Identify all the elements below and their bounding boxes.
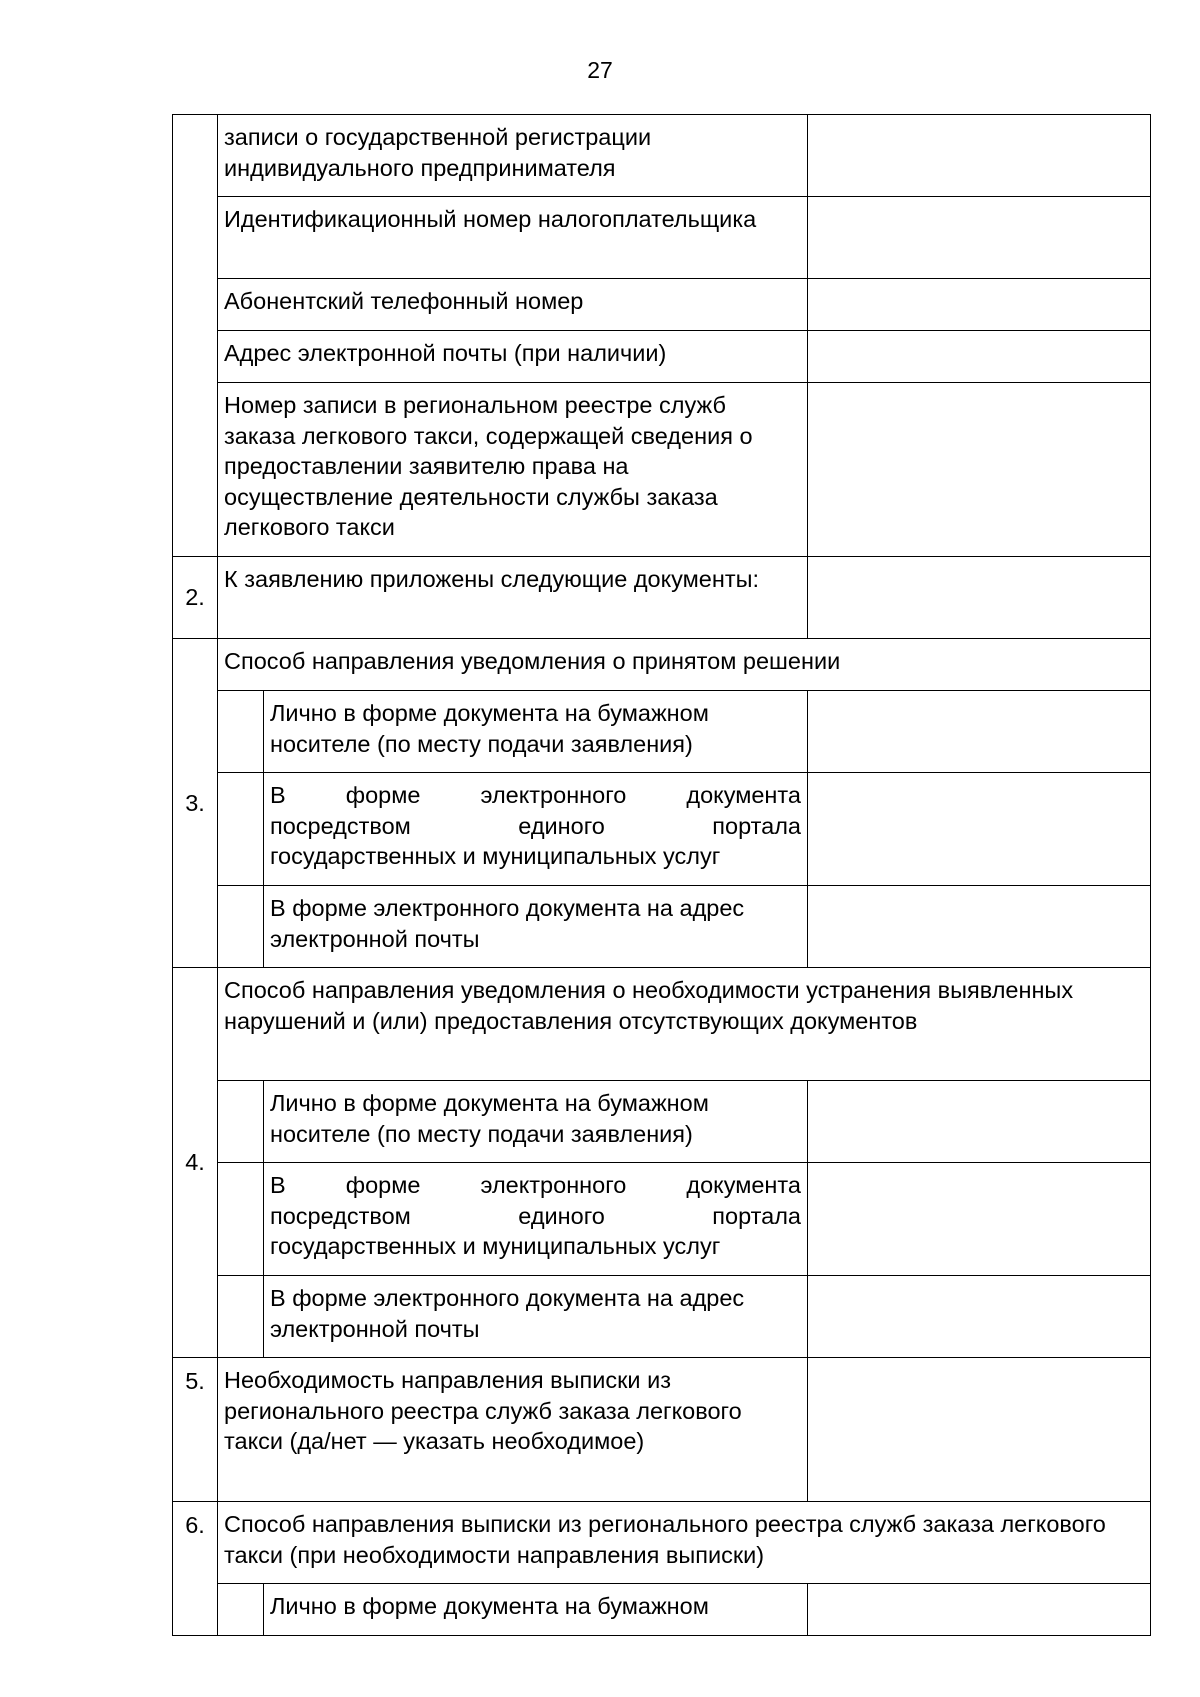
table-row — [173, 1081, 1151, 1163]
table-row — [173, 773, 1151, 886]
option-label: В форме электронного документа на адрес электронной почты — [264, 1276, 808, 1358]
indent-cell — [218, 1163, 264, 1276]
value-cell[interactable] — [808, 1584, 1151, 1636]
value-cell[interactable] — [808, 1358, 1151, 1502]
indent-cell — [218, 773, 264, 886]
value-cell[interactable] — [808, 1081, 1151, 1163]
justified-line: В форме электронного документа — [270, 1172, 801, 1198]
indent-cell — [218, 1276, 264, 1358]
table-row — [173, 1358, 1151, 1502]
indent-cell — [218, 1584, 264, 1636]
row-number: 5. — [173, 1358, 218, 1502]
table-row — [173, 886, 1151, 968]
row-number: 2. — [173, 557, 218, 639]
justified-line: посредством единого портала — [270, 812, 801, 839]
option-label: В форме электронного документа посредством единого портала государственных и муниципальных услуг — [264, 1163, 808, 1276]
page-number: 27 — [587, 57, 613, 83]
row-number: 6. — [173, 1502, 218, 1636]
indent-cell — [218, 1081, 264, 1163]
table-row — [173, 383, 1151, 557]
table-row — [173, 1502, 1151, 1584]
value-cell[interactable] — [808, 773, 1151, 886]
value-cell[interactable] — [808, 1276, 1151, 1358]
justified-line: посредством единого портала — [270, 1202, 801, 1229]
table-row — [173, 639, 1151, 691]
table-row — [173, 1584, 1151, 1636]
field-label: Идентификационный номер налогоплательщика — [218, 197, 808, 279]
table-row — [173, 1276, 1151, 1358]
option-label: Лично в форме документа на бумажном носителе (по месту подачи заявления) — [264, 691, 808, 773]
table-row — [173, 331, 1151, 383]
justified-line: В форме электронного документа — [270, 782, 801, 808]
indent-cell — [218, 691, 264, 773]
value-cell[interactable] — [808, 279, 1151, 331]
field-label: Необходимость направления выписки из регионального реестра служб заказа легкового такси (да/нет — указать необходимое) — [218, 1358, 808, 1502]
option-label: Лично в форме документа на бумажном носителе (по месту подачи заявления) — [264, 1081, 808, 1163]
section-heading: Способ направления уведомления о необходимости устранения выявленных нарушений и (или) предоставления отсутствующих документов — [218, 968, 1151, 1081]
value-cell[interactable] — [808, 331, 1151, 383]
field-label: Абонентский телефонный номер — [218, 279, 808, 331]
table-row — [173, 968, 1151, 1081]
table-row — [173, 279, 1151, 331]
table-row — [173, 557, 1151, 639]
row-number-cell — [173, 115, 218, 557]
field-label: Номер записи в региональном реестре служб заказа легкового такси, содержащей сведения о предоставлении заявителю права на осуществление деятельности службы заказа легкового такси — [218, 383, 808, 557]
row-number: 4. — [173, 968, 218, 1358]
value-cell[interactable] — [808, 886, 1151, 968]
application-form-table — [172, 114, 1151, 1636]
section-heading: Способ направления выписки из регионального реестра служб заказа легкового такси (при необходимости направления выписки) — [218, 1502, 1151, 1584]
table-row — [173, 115, 1151, 197]
value-cell[interactable] — [808, 383, 1151, 557]
table-row — [173, 691, 1151, 773]
option-label: В форме электронного документа на адрес электронной почты — [264, 886, 808, 968]
field-label: К заявлению приложены следующие документы: — [218, 557, 808, 639]
value-cell[interactable] — [808, 115, 1151, 197]
value-cell[interactable] — [808, 691, 1151, 773]
value-cell[interactable] — [808, 197, 1151, 279]
value-cell[interactable] — [808, 557, 1151, 639]
table-row — [173, 1163, 1151, 1276]
row-number: 3. — [173, 639, 218, 968]
table-row — [173, 197, 1151, 279]
value-cell[interactable] — [808, 1163, 1151, 1276]
field-label: записи о государственной регистрации индивидуального предпринимателя — [218, 115, 808, 197]
option-label: В форме электронного документа посредством единого портала государственных и муниципальных услуг — [264, 773, 808, 886]
indent-cell — [218, 886, 264, 968]
field-label: Адрес электронной почты (при наличии) — [218, 331, 808, 383]
section-heading: Способ направления уведомления о принятом решении — [218, 639, 1151, 691]
option-label: Лично в форме документа на бумажном — [264, 1584, 808, 1636]
